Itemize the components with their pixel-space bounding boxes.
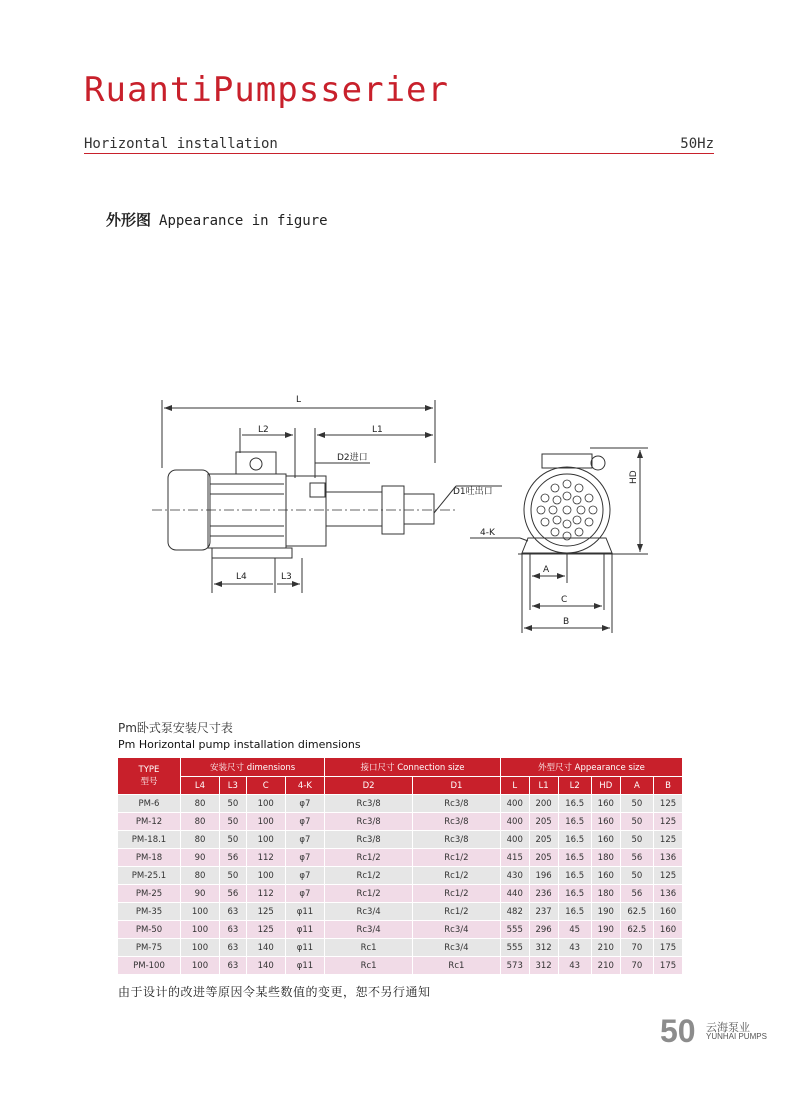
group-header-appearance: 外型尺寸 Appearance size: [500, 758, 682, 777]
table-cell: 205: [529, 831, 558, 849]
table-cell: 160: [591, 813, 620, 831]
table-cell: 100: [181, 921, 220, 939]
brand-name-en: YUNHAI PUMPS: [706, 1032, 767, 1041]
type-cell: PM-6: [118, 795, 181, 813]
label-d2: D2进口: [337, 453, 368, 463]
table-cell: 175: [654, 957, 683, 975]
table-cell: 43: [558, 957, 591, 975]
table-cell: 100: [246, 795, 285, 813]
table-cell: Rc1/2: [413, 867, 501, 885]
table-cell: 573: [500, 957, 529, 975]
table-cell: 160: [591, 831, 620, 849]
table-cell: 90: [181, 885, 220, 903]
table-cell: 205: [529, 813, 558, 831]
table-cell: Rc3/8: [325, 795, 413, 813]
table-cell: 80: [181, 813, 220, 831]
table-cell: φ11: [285, 957, 324, 975]
type-cell: PM-100: [118, 957, 181, 975]
table-cell: 180: [591, 849, 620, 867]
table-cell: 555: [500, 921, 529, 939]
type-cell: PM-75: [118, 939, 181, 957]
table-cell: 112: [246, 885, 285, 903]
table-cell: Rc1/2: [413, 885, 501, 903]
table-cell: Rc1/2: [325, 867, 413, 885]
table-cell: Rc1/2: [413, 903, 501, 921]
table-cell: 140: [246, 939, 285, 957]
table-cell: 100: [246, 867, 285, 885]
frequency-label: 50Hz: [680, 136, 714, 152]
table-cell: 43: [558, 939, 591, 957]
table-cell: 312: [529, 957, 558, 975]
table-cell: 100: [181, 957, 220, 975]
table-cell: 16.5: [558, 849, 591, 867]
table-cell: 125: [654, 813, 683, 831]
table-cell: Rc1: [413, 957, 501, 975]
table-cell: 70: [620, 939, 653, 957]
label-l1: L1: [372, 425, 383, 435]
group-header-connection: 接口尺寸 Connection size: [325, 758, 501, 777]
column-header: A: [620, 777, 653, 795]
table-cell: 63: [219, 903, 246, 921]
table-cell: 400: [500, 795, 529, 813]
table-cell: 160: [591, 867, 620, 885]
table-cell: 210: [591, 939, 620, 957]
table-cell: Rc3/4: [413, 921, 501, 939]
dimensions-table: [117, 757, 683, 975]
table-cell: 236: [529, 885, 558, 903]
label-c: C: [561, 595, 568, 605]
column-header: L2: [558, 777, 591, 795]
end-view-cooling-holes: [537, 480, 597, 540]
table-row: [118, 957, 683, 975]
table-cell: φ7: [285, 849, 324, 867]
type-header: TYPE 型号: [118, 758, 181, 795]
type-cell: PM-12: [118, 813, 181, 831]
table-cell: 50: [219, 795, 246, 813]
table-cell: 80: [181, 795, 220, 813]
table-cell: 50: [620, 867, 653, 885]
type-cell: PM-18: [118, 849, 181, 867]
motor-feet: [212, 548, 292, 558]
column-header: D2: [325, 777, 413, 795]
table-cell: 482: [500, 903, 529, 921]
type-cell: PM-35: [118, 903, 181, 921]
table-cell: 70: [620, 957, 653, 975]
table-cell: 50: [620, 795, 653, 813]
figure-heading: [106, 209, 328, 230]
table-cell: φ7: [285, 831, 324, 849]
column-header: L: [500, 777, 529, 795]
table-cell: 136: [654, 885, 683, 903]
table-cell: 160: [654, 903, 683, 921]
table-cell: φ11: [285, 921, 324, 939]
table-cell: Rc3/8: [325, 813, 413, 831]
pump-barrel: [326, 492, 382, 526]
table-cell: 16.5: [558, 867, 591, 885]
end-view-terminal-box: [542, 454, 592, 468]
table-row: [118, 903, 683, 921]
table-cell: 205: [529, 849, 558, 867]
table-cell: 237: [529, 903, 558, 921]
table-cell: 50: [620, 813, 653, 831]
label-l3: L3: [281, 572, 292, 582]
table-cell: 16.5: [558, 813, 591, 831]
table-row: [118, 867, 683, 885]
table-cell: 100: [181, 939, 220, 957]
motor-body: [208, 474, 286, 548]
footnote: 由于设计的改进等原因令某些数值的变更，恕不另行通知: [118, 985, 431, 999]
table-cell: 16.5: [558, 831, 591, 849]
table-cell: 312: [529, 939, 558, 957]
table-cell: φ7: [285, 795, 324, 813]
table-cell: Rc3/4: [325, 903, 413, 921]
type-cell: PM-25: [118, 885, 181, 903]
table-cell: 180: [591, 885, 620, 903]
table-row: [118, 849, 683, 867]
table-cell: 56: [219, 849, 246, 867]
table-cell: φ7: [285, 813, 324, 831]
type-cell: PM-50: [118, 921, 181, 939]
table-cell: 90: [181, 849, 220, 867]
column-header: HD: [591, 777, 620, 795]
table-row: [118, 939, 683, 957]
table-cell: Rc3/8: [413, 831, 501, 849]
table-cell: 45: [558, 921, 591, 939]
table-title-zh: Pm卧式泵安装尺寸表: [118, 721, 233, 735]
brand-name-zh: 云海泵业: [706, 1021, 750, 1034]
table-row: [118, 795, 683, 813]
table-cell: 56: [620, 849, 653, 867]
table-cell: 440: [500, 885, 529, 903]
label-b: B: [563, 617, 570, 627]
table-cell: 100: [181, 903, 220, 921]
table-cell: 50: [620, 831, 653, 849]
terminal-box: [236, 452, 276, 474]
table-cell: 112: [246, 849, 285, 867]
pump-bracket: [286, 476, 326, 546]
table-cell: 296: [529, 921, 558, 939]
type-cell: PM-18.1: [118, 831, 181, 849]
table-cell: 100: [246, 831, 285, 849]
table-cell: 196: [529, 867, 558, 885]
pump-head: [404, 494, 434, 524]
table-cell: Rc3/8: [325, 831, 413, 849]
table-cell: 50: [219, 831, 246, 849]
table-row: [118, 921, 683, 939]
label-hd: HD: [629, 470, 639, 484]
table-cell: Rc1/2: [413, 849, 501, 867]
table-cell: 200: [529, 795, 558, 813]
table-cell: φ7: [285, 867, 324, 885]
table-cell: 190: [591, 903, 620, 921]
label-l4: L4: [236, 572, 247, 582]
inlet-port: [310, 483, 325, 497]
table-cell: 63: [219, 939, 246, 957]
table-cell: 125: [246, 921, 285, 939]
table-cell: 160: [591, 795, 620, 813]
table-cell: 125: [654, 831, 683, 849]
table-cell: 210: [591, 957, 620, 975]
table-cell: Rc3/4: [413, 939, 501, 957]
table-cell: Rc1/2: [325, 849, 413, 867]
table-cell: 63: [219, 921, 246, 939]
table-cell: Rc3/8: [413, 813, 501, 831]
table-cell: φ11: [285, 939, 324, 957]
table-cell: Rc1: [325, 939, 413, 957]
page-subtitle: Horizontal installation: [84, 136, 278, 152]
label-4k: 4-K: [480, 528, 495, 538]
table-cell: 80: [181, 831, 220, 849]
table-cell: 175: [654, 939, 683, 957]
label-d1: D1吐出口: [453, 487, 493, 497]
table-cell: 136: [654, 849, 683, 867]
table-title-en: Pm Horizontal pump installation dimensions: [118, 738, 361, 751]
column-header: D1: [413, 777, 501, 795]
table-row: [118, 831, 683, 849]
table-cell: 56: [219, 885, 246, 903]
table-cell: 62.5: [620, 921, 653, 939]
figure-heading-en: Appearance in figure: [159, 213, 328, 229]
table-cell: Rc3/4: [325, 921, 413, 939]
table-cell: 63: [219, 957, 246, 975]
table-cell: 125: [654, 795, 683, 813]
table-cell: φ11: [285, 903, 324, 921]
figure-heading-zh: 外形图: [106, 211, 152, 229]
table-row: [118, 885, 683, 903]
page-title: RuantiPumpsserier: [84, 70, 449, 110]
table-body: [118, 795, 683, 975]
table-cell: 16.5: [558, 885, 591, 903]
table-cell: 56: [620, 885, 653, 903]
label-l: L: [296, 395, 302, 405]
label-a: A: [543, 565, 550, 575]
table-cell: 100: [246, 813, 285, 831]
column-header: L3: [219, 777, 246, 795]
table-cell: 190: [591, 921, 620, 939]
column-header: 4-K: [285, 777, 324, 795]
pump-outline-drawing: [150, 388, 660, 650]
group-header-installation: 安装尺寸 dimensions: [181, 758, 325, 777]
column-header: B: [654, 777, 683, 795]
table-cell: 140: [246, 957, 285, 975]
table-cell: 50: [219, 867, 246, 885]
page-number: 50: [660, 1013, 696, 1049]
table-cell: 400: [500, 831, 529, 849]
table-cell: 16.5: [558, 903, 591, 921]
table-cell: 430: [500, 867, 529, 885]
table-cell: 50: [219, 813, 246, 831]
table-cell: Rc1: [325, 957, 413, 975]
table-cell: 160: [654, 921, 683, 939]
table-cell: Rc3/8: [413, 795, 501, 813]
column-header: L4: [181, 777, 220, 795]
table-cell: 555: [500, 939, 529, 957]
table-cell: 125: [246, 903, 285, 921]
type-cell: PM-25.1: [118, 867, 181, 885]
column-header: L1: [529, 777, 558, 795]
table-cell: φ7: [285, 885, 324, 903]
header-rule: [84, 153, 714, 154]
label-l2: L2: [258, 425, 269, 435]
table-cell: 125: [654, 867, 683, 885]
column-header: C: [246, 777, 285, 795]
table-cell: 80: [181, 867, 220, 885]
table-cell: 400: [500, 813, 529, 831]
table-row: [118, 813, 683, 831]
table-cell: 16.5: [558, 795, 591, 813]
table-cell: 415: [500, 849, 529, 867]
table-cell: Rc1/2: [325, 885, 413, 903]
table-cell: 62.5: [620, 903, 653, 921]
